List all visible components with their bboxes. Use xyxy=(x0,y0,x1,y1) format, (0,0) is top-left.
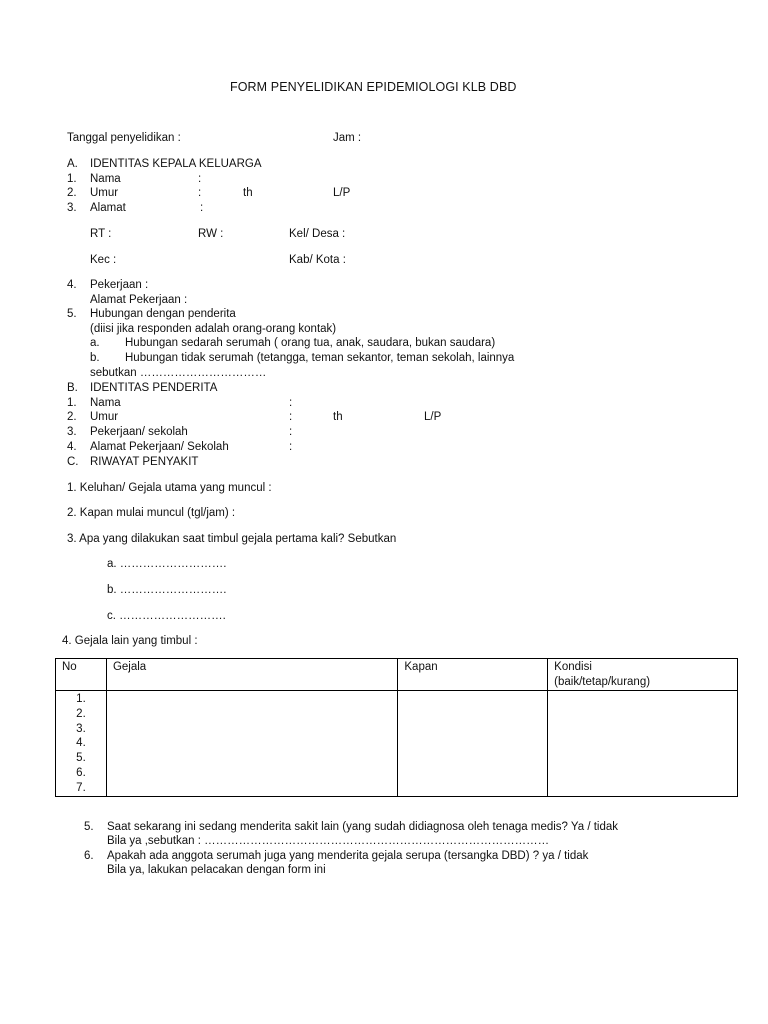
kondisi-cell[interactable] xyxy=(548,691,738,797)
question-keluhan: 1. Keluhan/ Gejala utama yang muncul : xyxy=(67,482,272,494)
header-gejala: Gejala xyxy=(106,659,397,691)
hubungan-b-letter: b. xyxy=(90,352,100,364)
a-umur-label: Umur xyxy=(90,187,119,199)
section-a-heading: IDENTITAS KEPALA KELUARGA xyxy=(90,158,262,170)
question-anggota-serumah: Apakah ada anggota serumah juga yang menderita gejala serupa (tersangka DBD) ? ya / tidak xyxy=(107,850,589,862)
header-kondisi xyxy=(548,659,738,691)
hubungan-note: (diisi jika responden adalah orang-orang kontak) xyxy=(90,323,337,335)
q5-num: 5. xyxy=(84,821,94,833)
b-umur-label: Umur xyxy=(90,411,119,423)
rt-label: RT : xyxy=(90,228,112,240)
hubungan-a-letter: a. xyxy=(90,337,100,349)
question-kapan: 2. Kapan mulai muncul (tgl/jam) : xyxy=(67,507,236,519)
kab-kota-label: Kab/ Kota : xyxy=(289,254,346,266)
b-item-num: 2. xyxy=(67,411,77,423)
row-number: 7. xyxy=(76,781,86,794)
row-numbers xyxy=(56,691,107,797)
rw-label: RW : xyxy=(198,228,224,240)
section-c-letter: C. xyxy=(67,456,79,468)
a-item-num: 2. xyxy=(67,187,77,199)
a-alamat-label: Alamat xyxy=(90,202,126,214)
answer-line-c: c. ………………………. xyxy=(107,610,226,622)
kec-label: Kec : xyxy=(90,254,117,266)
q6-num: 6. xyxy=(84,850,94,862)
a-item-num: 1. xyxy=(67,173,77,185)
b-nama-colon: : xyxy=(289,397,293,409)
hubungan-label: Hubungan dengan penderita xyxy=(90,308,236,320)
a-nama-label: Nama xyxy=(90,173,121,185)
hubungan-tidak-serumah: Hubungan tidak serumah (tetangga, teman sekantor, teman sekolah, lainnya xyxy=(125,352,515,364)
section-c-heading: RIWAYAT PENYAKIT xyxy=(90,456,199,468)
b-alamat-colon: : xyxy=(289,441,293,453)
header-kapan: Kapan xyxy=(398,659,548,691)
b-item-num: 4. xyxy=(67,441,77,453)
pekerjaan-label: Pekerjaan : xyxy=(90,279,149,291)
b-pekerjaan-colon: : xyxy=(289,426,293,438)
header-kondisi-label: Kondisi xyxy=(554,661,592,673)
form-title: FORM PENYELIDIKAN EPIDEMIOLOGI KLB DBD xyxy=(230,80,517,94)
b-umur-lp: L/P xyxy=(424,411,442,423)
hubungan-sedarah: Hubungan sedarah serumah ( orang tua, anak, saudara, bukan saudara) xyxy=(125,337,496,349)
answer-line-b: b. ………………………. xyxy=(107,584,227,596)
b-alamat-label: Alamat Pekerjaan/ Sekolah xyxy=(90,441,229,453)
a-umur-colon: : xyxy=(198,187,202,199)
hubungan-sebutkan: sebutkan …………………………… xyxy=(90,367,267,379)
row-number: 5. xyxy=(76,752,86,765)
row-number: 3. xyxy=(76,722,86,735)
b-item-num: 3. xyxy=(67,426,77,438)
alamat-pekerjaan-label: Alamat Pekerjaan : xyxy=(90,294,188,306)
row-number: 4. xyxy=(76,737,86,750)
question-sakit-lain: Saat sekarang ini sedang menderita sakit lain (yang sudah didiagnosa oleh tenaga medis? Ya / tidak xyxy=(107,821,619,833)
kapan-cell[interactable] xyxy=(398,691,548,797)
b-nama-label: Nama xyxy=(90,397,121,409)
kel-desa-label: Kel/ Desa : xyxy=(289,228,346,240)
a-umur-th: th xyxy=(243,187,253,199)
b-pekerjaan-label: Pekerjaan/ sekolah xyxy=(90,426,188,438)
section-a-letter: A. xyxy=(67,158,78,170)
a-item-num: 4. xyxy=(67,279,77,291)
section-b-letter: B. xyxy=(67,382,78,394)
table-row xyxy=(56,691,738,797)
b-umur-colon: : xyxy=(289,411,293,423)
section-b-heading: IDENTITAS PENDERITA xyxy=(90,382,218,394)
question-gejala-lain: 4. Gejala lain yang timbul : xyxy=(62,635,198,647)
tanggal-label: Tanggal penyelidikan : xyxy=(67,132,181,144)
question-dilakukan: 3. Apa yang dilakukan saat timbul gejala pertama kali? Sebutkan xyxy=(67,533,397,545)
a-alamat-colon: : xyxy=(200,202,204,214)
row-number: 6. xyxy=(76,766,86,779)
jam-label: Jam : xyxy=(333,132,362,144)
header-kondisi-options: (baik/tetap/kurang) xyxy=(554,675,651,688)
a-umur-lp: L/P xyxy=(333,187,351,199)
table-header-row xyxy=(56,659,738,691)
answer-line-a: a. ………………………. xyxy=(107,558,227,570)
b-item-num: 1. xyxy=(67,397,77,409)
b-umur-th: th xyxy=(333,411,343,423)
row-number: 2. xyxy=(76,708,86,721)
a-item-num: 5. xyxy=(67,308,77,320)
header-no: No xyxy=(56,659,107,691)
gejala-cell[interactable] xyxy=(106,691,397,797)
gejala-table xyxy=(55,658,738,797)
a-item-num: 3. xyxy=(67,202,77,214)
question-sakit-lain-sebutkan: Bila ya ,sebutkan : ……………………………………………………………………………… xyxy=(107,835,550,847)
question-pelacakan: Bila ya, lakukan pelacakan dengan form ini xyxy=(107,864,326,876)
row-number: 1. xyxy=(76,693,86,706)
a-nama-colon: : xyxy=(198,173,202,185)
